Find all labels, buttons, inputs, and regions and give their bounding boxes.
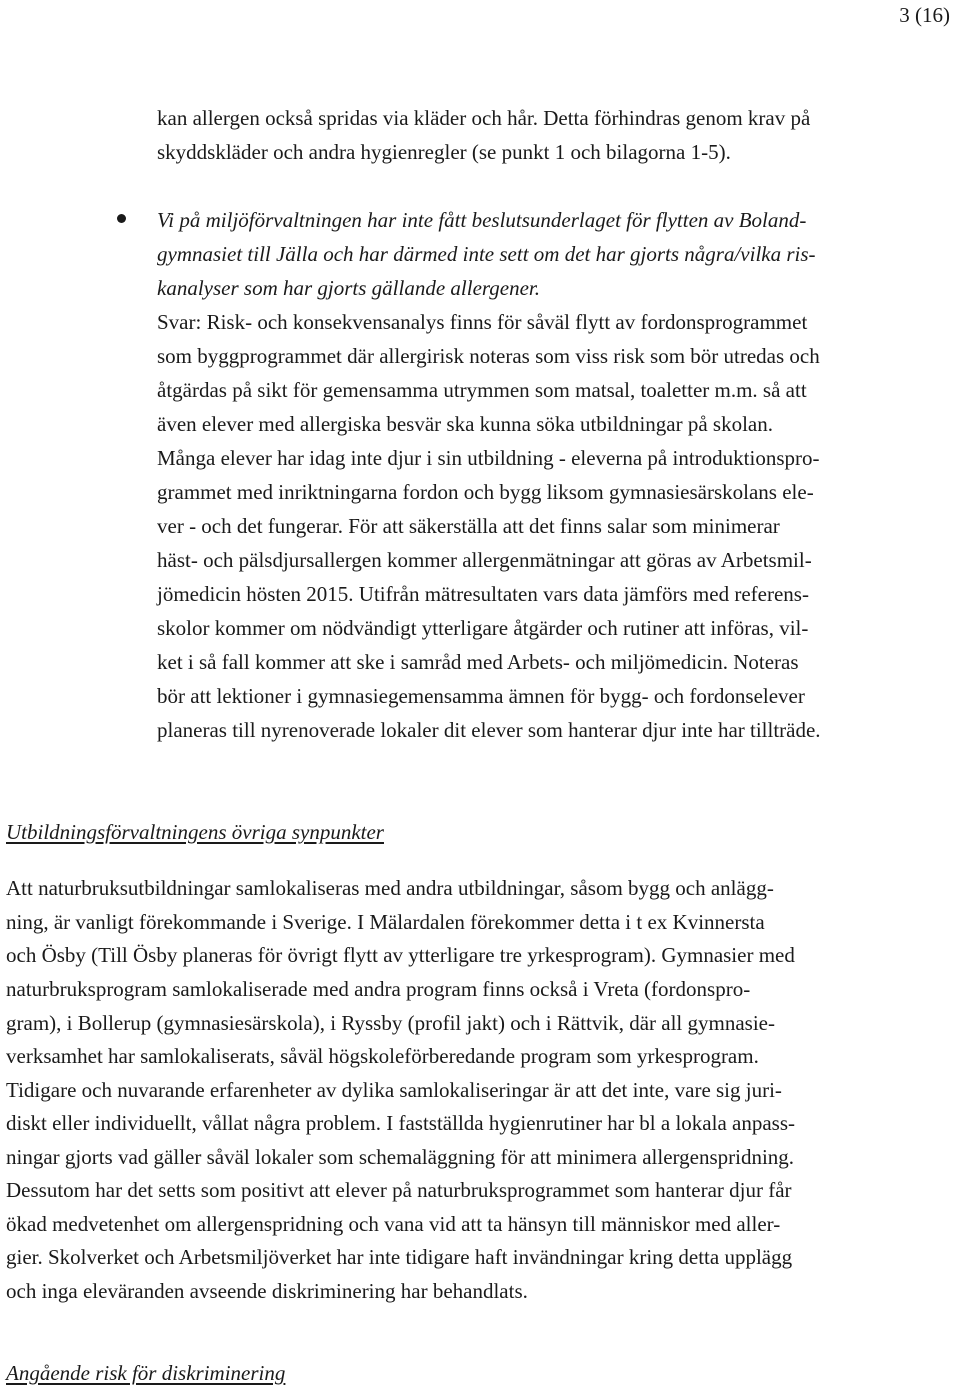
bullet-question-line: Vi på miljöförvaltningen har inte fått beslutsunderlaget för flytten av Boland- xyxy=(157,208,807,232)
section1-line: ning, är vanligt förekommande i Sverige. I Mälardalen förekommer detta i t ex Kvinnersta xyxy=(6,910,765,934)
section1-line: naturbruksprogram samlokaliserade med andra program finns också i Vreta (fordonspro- xyxy=(6,977,751,1001)
page-number: 3 (16) xyxy=(899,3,950,27)
answer-line: Svar: Risk- och konsekvensanalys finns för såväl flytt av fordonsprogrammet xyxy=(157,310,808,334)
answer-line: häst- och pälsdjursallergen kommer allergenmätningar att göras av Arbetsmil- xyxy=(157,548,812,572)
section1-line: gram), i Bollerup (gymnasiesärskola), i Ryssby (profil jakt) och i Rättvik, där all gymnasie- xyxy=(6,1011,775,1035)
bullet-question-line: gymnasiet till Jälla och har därmed inte sett om det har gjorts några/vilka ris- xyxy=(157,242,816,266)
answer-line: ket i så fall kommer att ske i samråd med Arbets- och miljömedicin. Noteras xyxy=(157,650,799,674)
answer-line: skolor kommer om nödvändigt ytterligare åtgärder och rutiner att införas, vil- xyxy=(157,616,809,640)
answer-line: åtgärdas på sikt för gemensamma utrymmen som matsal, toaletter m.m. så att xyxy=(157,378,807,402)
answer-line: jömedicin hösten 2015. Utifrån mätresultaten vars data jämförs med referens- xyxy=(157,582,809,606)
bullet-icon xyxy=(117,214,126,223)
section1-line: verksamhet har samlokaliserats, såväl högskoleförberedande program som yrkesprogram. xyxy=(6,1044,759,1068)
answer-line: planeras till nyrenoverade lokaler dit elever som hanterar djur inte har tillträde. xyxy=(157,718,821,742)
answer-line: grammet med inriktningarna fordon och bygg liksom gymnasiesärskolans ele- xyxy=(157,480,814,504)
intro-line: skyddskläder och andra hygienregler (se punkt 1 och bilagorna 1-5). xyxy=(157,140,731,164)
section1-line: Tidigare och nuvarande erfarenheter av dylika samlokaliseringar är att det inte, vare sig juri- xyxy=(6,1078,782,1102)
section1-line: gier. Skolverket och Arbetsmiljöverket har inte tidigare haft invändningar kring detta upplägg xyxy=(6,1245,793,1269)
section1-line: Att naturbruksutbildningar samlokaliseras med andra utbildningar, såsom bygg och anlägg- xyxy=(6,876,774,900)
section1-line: och Ösby (Till Ösby planeras för övrigt flytt av ytterligare tre yrkesprogram). Gymnasier med xyxy=(6,943,795,967)
section1-line: diskt eller individuellt, vållat några problem. I fastställda hygienrutiner har bl a lokala anpass- xyxy=(6,1111,796,1135)
answer-line: även elever med allergiska besvär ska kunna söka utbildningar på skolan. xyxy=(157,412,774,436)
section1-line: ökad medvetenhet om allergenspridning och vana vid att ta hänsyn till människor med aller- xyxy=(6,1212,781,1236)
bullet-question-line: kanalyser som har gjorts gällande allergener. xyxy=(157,276,541,300)
section-heading-other-views: Utbildningsförvaltningens övriga synpunkter xyxy=(6,820,384,844)
section-heading-discrimination-risk: Angående risk för diskriminering xyxy=(6,1361,286,1385)
answer-line: som byggprogrammet där allergirisk noteras som viss risk som bör utredas och xyxy=(157,344,820,368)
section1-line: och inga eleväranden avseende diskriminering har behandlats. xyxy=(6,1279,528,1303)
answer-line: bör att lektioner i gymnasiegemensamma ämnen för bygg- och fordonselever xyxy=(157,684,805,708)
answer-line: ver - och det fungerar. För att säkerställa att det finns salar som minimerar xyxy=(157,514,780,538)
intro-line: kan allergen också spridas via kläder och hår. Detta förhindras genom krav på xyxy=(157,106,811,130)
answer-line: Många elever har idag inte djur i sin utbildning - eleverna på introduktionspro- xyxy=(157,446,820,470)
section1-line: Dessutom har det setts som positivt att elever på naturbruksprogrammet som hanterar djur får xyxy=(6,1178,792,1202)
section1-line: ningar gjorts vad gäller såväl lokaler som schemaläggning för att minimera allergenspridning. xyxy=(6,1145,795,1169)
